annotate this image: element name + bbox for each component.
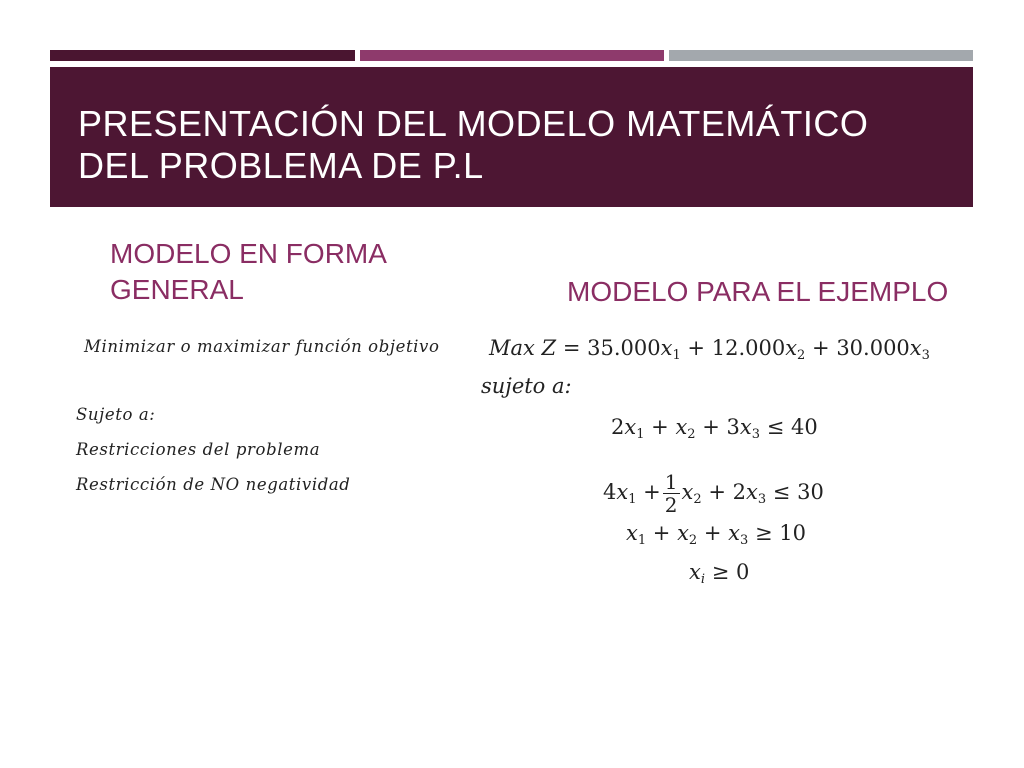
accent-bar-gray <box>669 50 973 61</box>
title-line-1: PRESENTACIÓN DEL MODELO MATEMÁTICO <box>78 103 869 144</box>
constraint-3: $x_1 + x_2 + x_3 \ge 10$ <box>626 521 806 548</box>
subtitle-left-line-2: GENERAL <box>110 274 244 305</box>
fraction-one-half: $\frac{1}{2}$ <box>664 470 678 517</box>
general-objective: Minimizar o maximizar función objetivo <box>84 337 440 356</box>
subtitle-general-form <box>110 236 387 308</box>
example-subject-to: sujeto a: <box>481 374 572 398</box>
subtitle-example-model: MODELO PARA EL EJEMPLO <box>567 276 949 307</box>
title-band <box>50 67 973 207</box>
subtitle-left-line-1: MODELO EN FORMA <box>110 238 387 269</box>
objective-lhs: Max Z <box>489 336 557 360</box>
general-subject-to: Sujeto a: <box>76 405 156 424</box>
slide-title <box>78 103 868 187</box>
constraint-nonnegativity: $x_i \ge 0$ <box>689 560 750 587</box>
accent-bar-dark <box>50 50 355 61</box>
constraint-2: $4x_1$ + $\frac{1}{2}$ $x_2 + 2x_3 \le 30$ <box>603 470 824 517</box>
accent-bar-magenta <box>360 50 664 61</box>
example-objective-function: Max $Z = 35.000x_1 + 12.000x_2 + 30.000x_3$ <box>489 336 930 363</box>
general-nonnegativity: Restricción de NO negatividad <box>76 475 351 494</box>
constraint-1: $2x_1 + x_2 + 3x_3 \le 40$ <box>611 415 818 442</box>
general-constraints: Restricciones del problema <box>76 440 321 459</box>
title-line-2: DEL PROBLEMA DE P.L <box>78 145 484 186</box>
